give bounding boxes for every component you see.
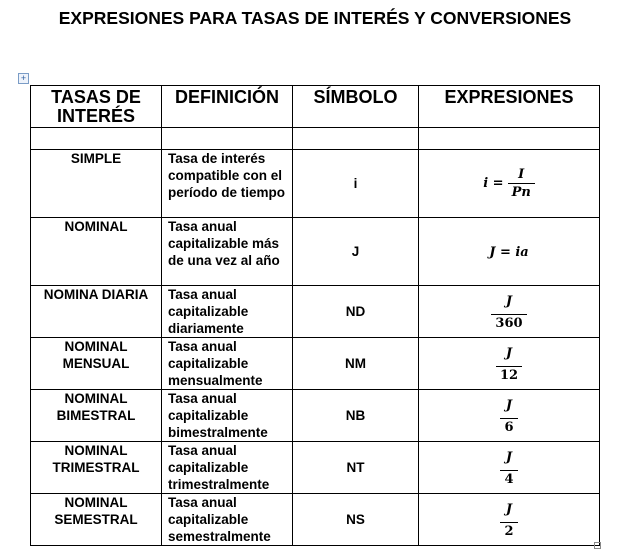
empty-cell [293, 128, 419, 150]
definicion-cell: Tasa anual capitalizable bimestralmente [162, 390, 293, 442]
definicion-cell: Tasa anual capitalizable trimestralmente [162, 442, 293, 494]
expresion-cell [419, 218, 600, 286]
denominator: 360 [491, 314, 526, 332]
denominator: 2 [500, 522, 517, 540]
tasa-cell: NOMINAL [31, 218, 162, 286]
simbolo-cell: ND [293, 286, 419, 338]
fraction [500, 501, 517, 540]
empty-cell [31, 128, 162, 150]
expresion-cell [419, 494, 600, 546]
numerator: J [505, 293, 513, 309]
fraction [496, 345, 522, 384]
table-row [31, 390, 600, 442]
numerator: J [505, 501, 513, 517]
empty-cell [419, 128, 600, 150]
denominator: 6 [500, 418, 517, 436]
tasa-cell: NOMINAL TRIMESTRAL [31, 442, 162, 494]
fraction [508, 166, 535, 201]
expresion-cell [419, 442, 600, 494]
definicion-cell: Tasa anual capitalizable más de una vez al año [162, 218, 293, 286]
denominator: Pn [508, 183, 535, 201]
formula [483, 166, 535, 201]
definicion-cell: Tasa anual capitalizable semestralmente [162, 494, 293, 546]
simbolo-cell: NS [293, 494, 419, 546]
empty-cell [162, 128, 293, 150]
simbolo-cell: NB [293, 390, 419, 442]
tasa-cell: NOMINAL SEMESTRAL [31, 494, 162, 546]
fraction [500, 397, 517, 436]
definicion-cell: Tasa anual capitalizable diariamente [162, 286, 293, 338]
table-row [31, 218, 600, 286]
simbolo-cell: NM [293, 338, 419, 390]
numerator: J [505, 449, 513, 465]
table-row [31, 338, 600, 390]
tasa-cell: NOMINA DIARIA [31, 286, 162, 338]
expresion-cell [419, 390, 600, 442]
rates-table [30, 85, 600, 546]
denominator: 4 [500, 470, 517, 488]
empty-row [31, 128, 600, 150]
simbolo-cell: NT [293, 442, 419, 494]
simbolo-cell: i [293, 150, 419, 218]
header-simbolo: SÍMBOLO [293, 86, 419, 128]
definicion-cell: Tasa anual capitalizable mensualmente [162, 338, 293, 390]
table-row [31, 442, 600, 494]
table-move-handle-icon[interactable]: + [18, 73, 29, 84]
expresion-cell [419, 338, 600, 390]
tasa-cell: NOMINAL BIMESTRAL [31, 390, 162, 442]
header-definicion: DEFINICIÓN [162, 86, 293, 128]
table-row [31, 494, 600, 546]
numerator: J [505, 345, 513, 361]
tasa-cell: NOMINAL MENSUAL [31, 338, 162, 390]
formula: J = ia [489, 244, 529, 260]
document-title: EXPRESIONES PARA TASAS DE INTERÉS Y CONVERSIONES [58, 8, 572, 28]
numerator: I [518, 167, 525, 182]
formula-lhs: i = [483, 176, 504, 191]
simbolo-cell: J [293, 218, 419, 286]
numerator: J [505, 397, 513, 413]
denominator: 12 [496, 366, 522, 384]
header-expresiones: EXPRESIONES [419, 86, 600, 128]
expresion-cell [419, 150, 600, 218]
table-row [31, 150, 600, 218]
expresion-cell [419, 286, 600, 338]
tasa-cell: SIMPLE [31, 150, 162, 218]
table-row [31, 286, 600, 338]
fraction [500, 449, 517, 488]
table-header-row [31, 86, 600, 128]
header-tasas: TASAS DE INTERÉS [31, 86, 162, 128]
definicion-cell: Tasa de interés compatible con el período de tiempo [162, 150, 293, 218]
fraction [491, 293, 526, 332]
table-resize-handle[interactable] [594, 542, 601, 549]
